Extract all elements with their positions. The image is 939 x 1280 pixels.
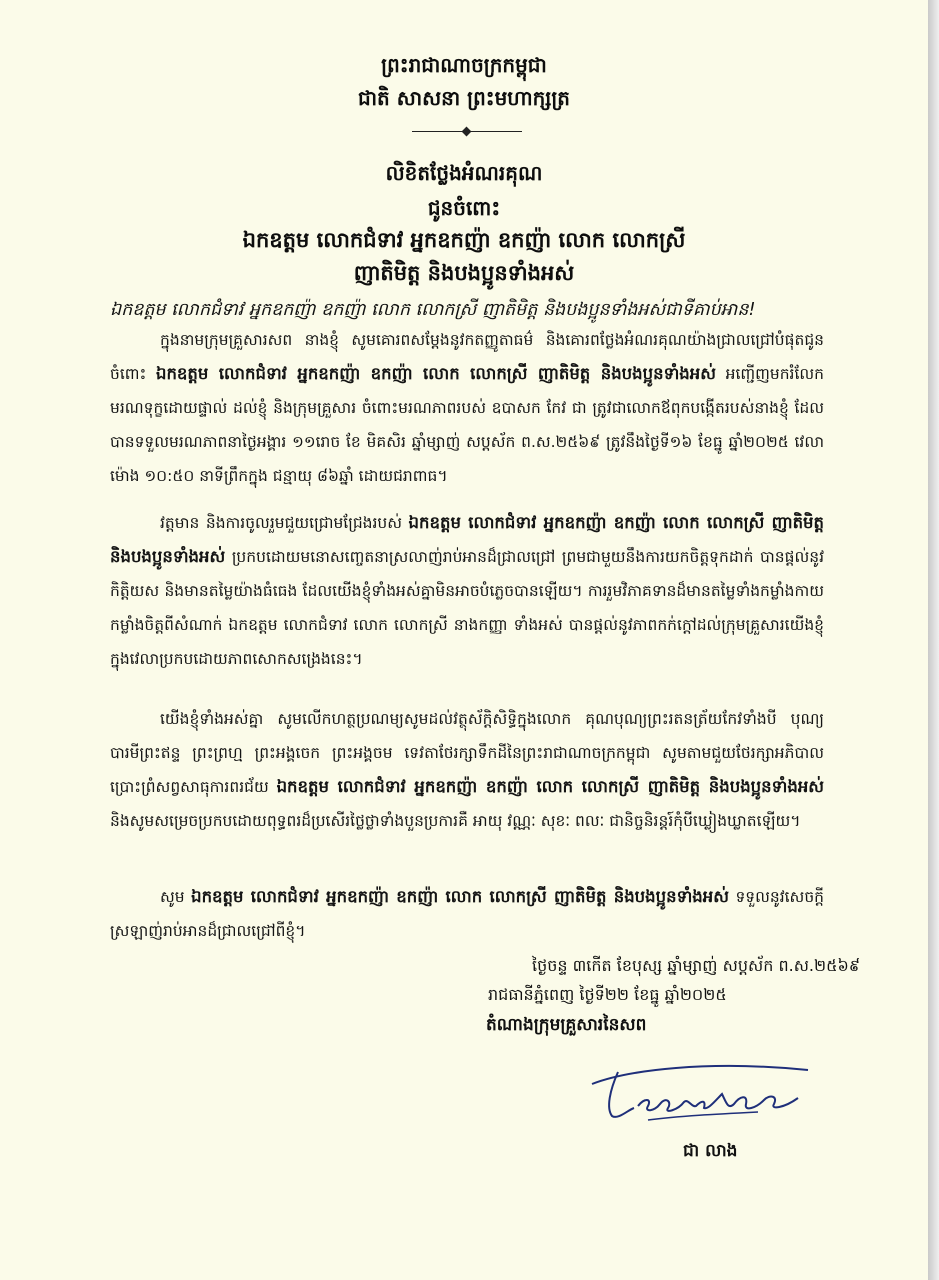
lunar-date: ថ្ងៃចន្ទ ៣កើត ខែបុស្ស ឆ្នាំម្សាញ់ សប្តស័ក ព.ស.២៥៦៩ [532,956,861,975]
signature-label: តំណាងក្រុមគ្រួសារនៃសព [486,1015,647,1035]
paragraph-3: យើងខ្ញុំទាំងអស់គ្នា សូមលើកហត្ថប្រណម្យសូមដល់វត្ថុស័ក្តិសិទ្ធិក្នុងលោក គុណបុណ្យព្រះរតនត្រ័យកែវទាំងបី បុណ្យបារមីព្រះឥន្ទ ព្រះព្រហ្ម ព្រះអង្គចេក ព្រះអង្គចម ទេវតាថែរក្សាទឹកដីនៃព្រះរាជាណាចក្រកម្ពុជា សូមតាមជួយថែរក្សាអភិបាលប្រោះព្រំសព្វសាធុការពរជ័យ ឯកឧត្តម លោកជំទាវ អ្នកឧកញ៉ា ឧកញ៉ា លោក លោកស្រី ញាតិមិត្ត និងបងប្អូនទាំងអស់ និងសូមសម្រេចប្រកបដោយពុទ្ធពរដ៏ប្រសើរថ្លៃថ្លាទាំងបួនប្រការគឺ អាយុ វណ្ណៈ សុខៈ ពលៈ ជានិច្ចនិរន្តរ៍កុំបីឃ្លៀងឃ្លាតឡើយ។ [110,710,824,830]
recipients-bold: ឯកឧត្តម លោកជំទាវ អ្នកឧកញ៉ា ឧកញ៉ា លោក លោកស្រី ញាតិមិត្ត និងបងប្អូនទាំងអស់ [110,513,824,566]
recipients-bold: ឯកឧត្តម លោកជំទាវ អ្នកឧកញ៉ា ឧកញ៉ា លោក លោកស្រី ញាតិមិត្ត និងបងប្អូនទាំងអស់ [155,364,716,383]
recipient-line-2: ញាតិមិត្ត និងបងប្អូនទាំងអស់ [353,261,575,285]
motto-heading: ជាតិ សាសនា ព្រះមហាក្សត្រ [358,86,570,110]
recipient-line-1: ឯកឧត្តម លោកជំទាវ អ្នកឧកញ៉ា ឧកញ៉ា លោក លោកស្រី [242,228,686,252]
to-label: ជូនចំពោះ [427,196,501,220]
paragraph-1: ក្នុងនាមក្រុមគ្រួសារសព នាងខ្ញុំ សូមគោរពសម្ដែងនូវកតញ្ញូតាធម៌ និងគោរពថ្លែងអំណរគុណយ៉ាងជ្រាលជ្រៅបំផុតជូនចំពោះ ឯកឧត្តម លោកជំទាវ អ្នកឧកញ៉ា ឧកញ៉ា លោក លោកស្រី ញាតិមិត្ត និងបងប្អូនទាំងអស់ អញ្ជើញមករំលែកមរណទុក្ខដោយផ្ទាល់ ដល់ខ្ញុំ និងក្រុមគ្រួសារ ចំពោះមរណភាពរបស់ ឧបាសក កែវ ជា ត្រូវជាលោកឪពុកបង្កើតរបស់នាងខ្ញុំ ដែលបានទទួលមរណភាពនាថ្ងៃអង្គារ ១១រោច ខែ មិគសិរ ឆ្នាំម្សាញ់ សប្តស័ក ព.ស.២៥៦៩ ត្រូវនឹងថ្ងៃទី១៦ ខែធ្នូ ឆ្នាំ២០២៥ វេលាម៉ោង ១០:៥០ នាទីព្រឹកក្នុង ជន្មាយុ ៨៦ឆ្នាំ ដោយជរាពាធ។ [110,331,824,485]
handwritten-signature [588,1050,818,1128]
solar-date: រាជធានីភ្នំពេញ ថ្ងៃទី២២ ខែធ្នូ ឆ្នាំ២០២៥ [488,985,727,1004]
divider-ornament [412,127,522,137]
recipients-bold: ឯកឧត្តម លោកជំទាវ អ្នកឧកញ៉ា ឧកញ៉ា លោក លោកស្រី ញាតិមិត្ត និងបងប្អូនទាំងអស់ [276,777,824,796]
paragraph-2: វត្តមាន និងការចូលរួមជួយជ្រោមជ្រែងរបស់ ឯកឧត្តម លោកជំទាវ អ្នកឧកញ៉ា ឧកញ៉ា លោក លោកស្រី ញាតិមិត្ត និងបងប្អូនទាំងអស់ ប្រកបដោយមនោសញ្ចេតនាស្រលាញ់រាប់អានដ៏ជ្រាលជ្រៅ ព្រមជាមួយនឹងការយកចិត្តទុកដាក់ បានផ្តល់នូវកិត្តិយស និងមានតម្លៃយ៉ាងធំធេង ដែលយើងខ្ញុំទាំងអស់គ្នាមិនអាចបំភ្លេចបានឡើយ។ ការរួមវិភាគទានដ៏មានតម្លៃទាំងកម្លាំងកាយ កម្លាំងចិត្តពីសំណាក់ ឯកឧត្តម លោកជំទាវ លោក លោកស្រី នាងកញ្ញា ទាំងអស់ បានផ្តល់នូវភាពកក់ក្តៅដល់ក្រុមគ្រួសារយើងខ្ញុំ ក្នុងវេលាប្រកបដោយភាពសោកសង្រេងនេះ។ [110,513,824,668]
recipients-bold: ឯកឧត្តម លោកជំទាវ អ្នកឧកញ៉ា ឧកញ៉ា លោក លោកស្រី ញាតិមិត្ត និងបងប្អូនទាំងអស់ [191,887,729,906]
salutation: ឯកឧត្តម លោកជំទាវ អ្នកឧកញ៉ា ឧកញ៉ា លោក លោកស្រី ញាតិមិត្ត និងបងប្អូនទាំងអស់ជាទីគាប់អាន! [110,300,756,320]
letter-title: លិខិតថ្លែងអំណរគុណ [385,161,543,185]
kingdom-heading: ព្រះរាជាណាចក្រកម្ពុជា [381,53,547,77]
signer-name: ជា លាង [683,1141,738,1161]
page-edge [928,0,939,1280]
paragraph-4: សូម ឯកឧត្តម លោកជំទាវ អ្នកឧកញ៉ា ឧកញ៉ា លោក លោកស្រី ញាតិមិត្ត និងបងប្អូនទាំងអស់ ទទួលនូវសេចក្តីស្រឡាញ់រាប់អានដ៏ជ្រាលជ្រៅពីខ្ញុំ។ [110,887,824,940]
